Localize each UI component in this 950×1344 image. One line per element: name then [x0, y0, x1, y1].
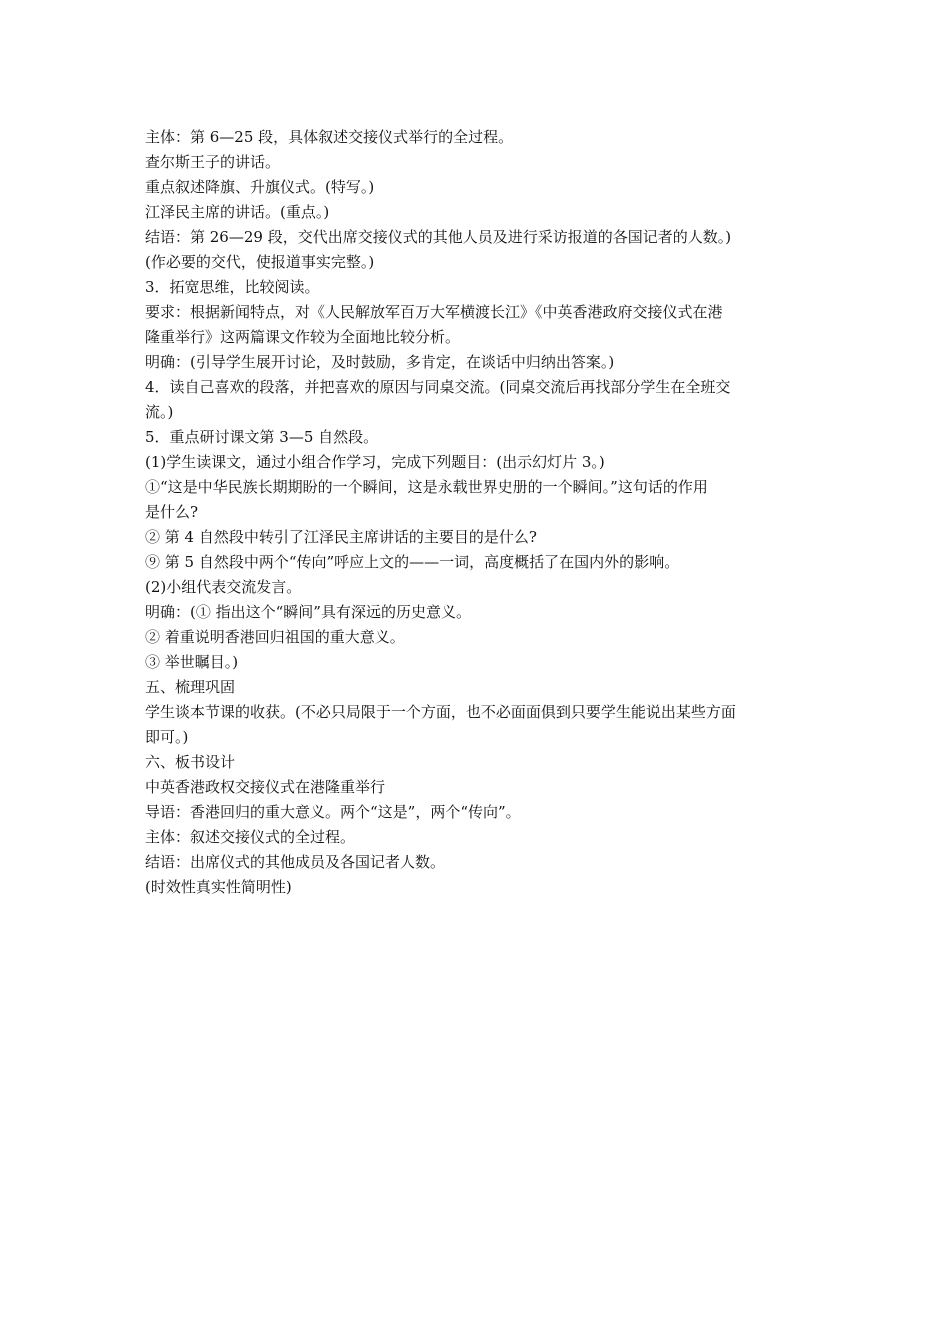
section-heading: 五、梳理巩固 [145, 678, 236, 696]
text-line: ⑨ 第 5 自然段中两个“传向”呼应上文的——一词，高度概括了在国内外的影响。 [145, 553, 680, 571]
text-line: 结语：出席仪式的其他成员及各国记者人数。 [145, 853, 446, 871]
text-line: ①“这是中华民族长期期盼的一个瞬间，这是永载世界史册的一个瞬间。”这句话的作用 [145, 478, 708, 496]
text-line: 隆重举行》这两篇课文作较为全面地比较分析。 [145, 328, 461, 346]
text-line: ② 第 4 自然段中转引了江泽民主席讲话的主要目的是什么? [145, 528, 537, 546]
text-line: 导语：香港回归的重大意义。两个“这是”，两个“传向”。 [145, 803, 521, 821]
text-line: 明确：(① 指出这个“瞬间”具有深远的历史意义。 [145, 603, 471, 621]
text-line: (2)小组代表交流发言。 [145, 578, 302, 596]
text-line: 重点叙述降旗、升旗仪式。(特写。) [145, 178, 375, 196]
section-heading: 六、板书设计 [145, 753, 236, 771]
text-line: 学生谈本节课的收获。(不必只局限于一个方面，也不必面面俱到只要学生能说出某些方面 [145, 703, 736, 721]
text-line: ③ 举世瞩目。) [145, 653, 239, 671]
text-line: ② 着重说明香港回归祖国的重大意义。 [145, 628, 405, 646]
text-line: 4．读自己喜欢的段落，并把喜欢的原因与同桌交流。(同桌交流后再找部分学生在全班交 [145, 378, 731, 396]
text-line: (1)学生读课文，通过小组合作学习，完成下列题目：(出示幻灯片 3。) [145, 453, 605, 471]
text-line: 江泽民主席的讲话。(重点。) [145, 203, 330, 221]
text-line: 是什么? [145, 503, 199, 521]
section-heading: 5．重点研讨课文第 3—5 自然段。 [145, 428, 379, 446]
text-line: 流。) [145, 403, 174, 421]
text-line: (时效性真实性简明性) [145, 878, 292, 896]
text-line: (作必要的交代，使报道事实完整。) [145, 253, 375, 271]
text-line: 中英香港政权交接仪式在港隆重举行 [145, 778, 386, 796]
text-line: 主体：叙述交接仪式的全过程。 [145, 828, 356, 846]
text-line: 要求：根据新闻特点，对《人民解放军百万大军横渡长江》《中英香港政府交接仪式在港 [145, 303, 723, 321]
document-body [145, 125, 815, 900]
text-line: 主体：第 6—25 段，具体叙述交接仪式举行的全过程。 [145, 128, 514, 146]
text-line: 查尔斯王子的讲话。 [145, 153, 281, 171]
text-line: 结语：第 26—29 段，交代出席交接仪式的其他人员及进行采访报道的各国记者的人数。) [145, 228, 732, 246]
text-line: 即可。) [145, 728, 189, 746]
text-line: 明确：(引导学生展开讨论，及时鼓励，多肯定，在谈话中归纳出答案。) [145, 353, 615, 371]
section-heading: 3．拓宽思维，比较阅读。 [145, 278, 320, 296]
